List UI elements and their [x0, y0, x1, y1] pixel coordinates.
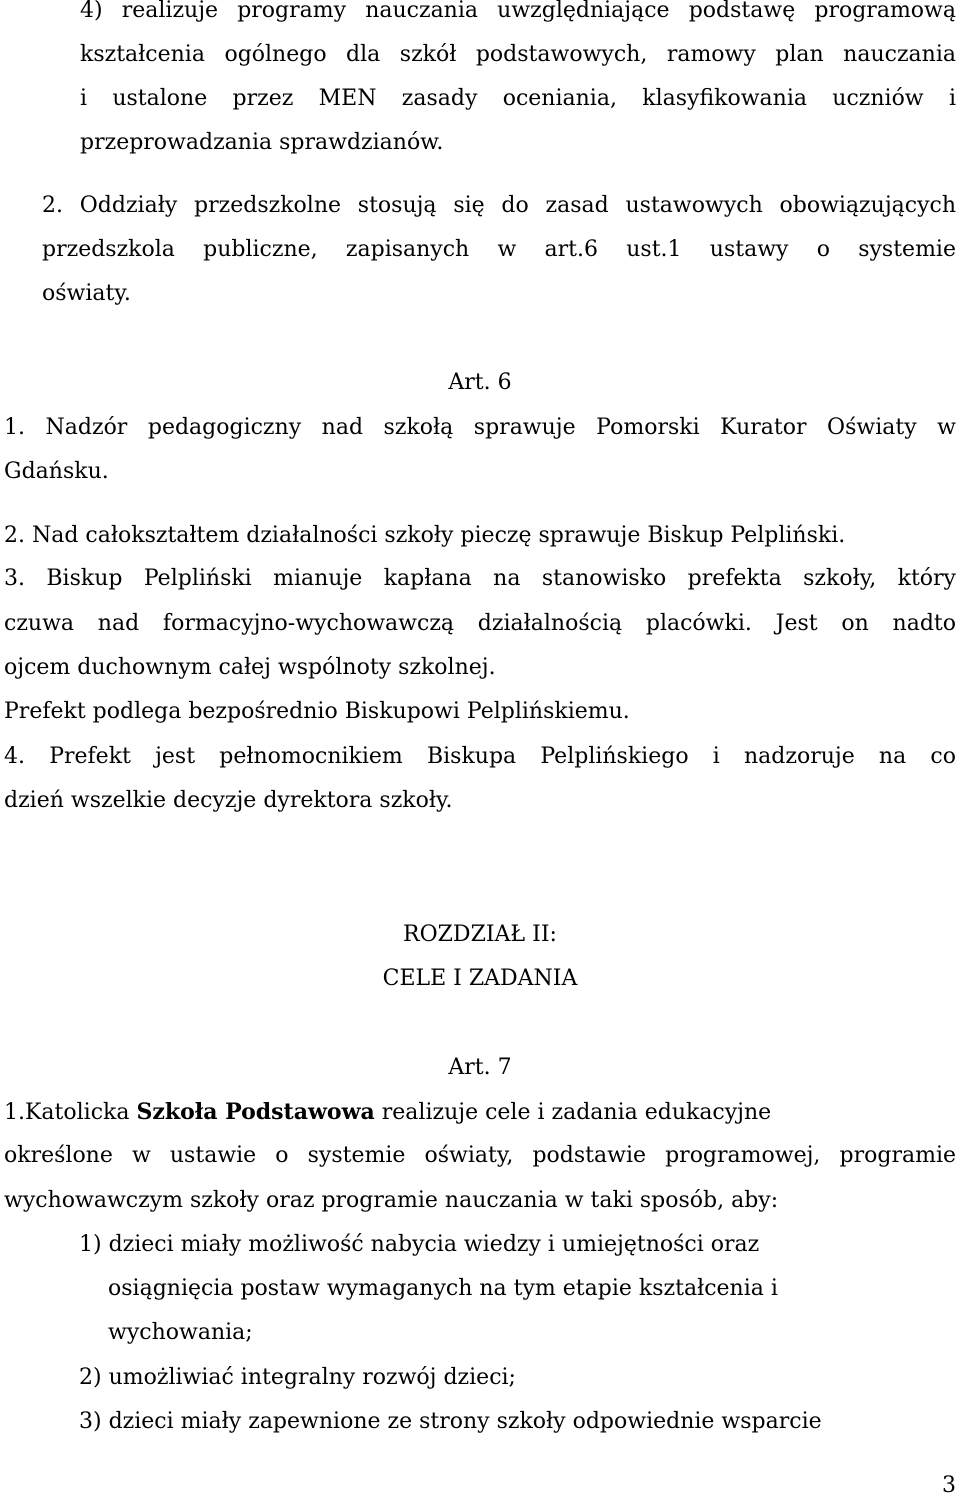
item4-line-2: kształcenia ogólnego dla szkół podstawowych, ramowy plan nauczania — [80, 42, 956, 67]
art6-p1-line-1: 1. Nadzór pedagogiczny nad szkołą sprawuje Pomorski Kurator Oświaty w — [4, 415, 956, 440]
item4-line-3: i ustalone przez MEN zasady oceniania, klasyfikowania uczniów i — [80, 86, 956, 111]
art6-p1-line-2: Gdańsku. — [4, 459, 109, 484]
art6-p2: 2. Nad całokształtem działalności szkoły pieczę sprawuje Biskup Pelpliński. — [4, 523, 846, 548]
art7-p1-line-3: wychowawczym szkoły oraz programie nauczania w taki sposób, aby: — [4, 1188, 779, 1213]
art7-list-item-1-line-1: 1) dzieci miały możliwość nabycia wiedzy i umiejętności oraz — [79, 1232, 760, 1257]
art6-p4-line-1: 4. Prefekt jest pełnomocnikiem Biskupa Pelplińskiego i nadzoruje na co — [4, 744, 956, 769]
art7-p1-line-2: określone w ustawie o systemie oświaty, podstawie programowej, programie — [4, 1143, 956, 1168]
art6-p4-line-2: dzień wszelkie decyzje dyrektora szkoły. — [4, 788, 453, 813]
art7-list-item-2: 2) umożliwiać integralny rozwój dzieci; — [79, 1365, 516, 1390]
art7-list-item-1-line-2: osiągnięcia postaw wymaganych na tym etapie kształcenia i — [108, 1276, 778, 1301]
art7-p1-line-1 — [4, 1098, 960, 1127]
art7-p1-bold: Szkoła Podstawowa — [136, 1099, 375, 1125]
art7-list-item-1-line-3: wychowania; — [108, 1320, 253, 1345]
art6-p3-line-1: 3. Biskup Pelpliński mianuje kapłana na stanowisko prefekta szkoły, który — [4, 566, 956, 591]
chapter-subtitle: CELE I ZADANIA — [382, 966, 578, 991]
item4-line-1: 4) realizuje programy nauczania uwzględniające podstawę programową — [80, 0, 956, 23]
item4-line-4: przeprowadzania sprawdzianów. — [80, 130, 444, 155]
art6-p3-line-4: Prefekt podlega bezpośrednio Biskupowi Pelplińskiemu. — [4, 699, 630, 724]
art6-p3-line-3: ojcem duchownym całej wspólnoty szkolnej. — [4, 655, 496, 680]
art7-list-item-3: 3) dzieci miały zapewnione ze strony szkoły odpowiednie wsparcie — [79, 1409, 822, 1434]
art6-p3-line-2: czuwa nad formacyjno-wychowawczą działalnością placówki. Jest on nadto — [4, 611, 956, 636]
art7-p1-pre: 1.Katolicka — [4, 1100, 137, 1125]
art7-p1-post: realizuje cele i zadania edukacyjne — [374, 1100, 772, 1125]
item2-line-1: 2. Oddziały przedszkolne stosują się do zasad ustawowych obowiązujących — [42, 193, 956, 218]
art7-heading: Art. 7 — [448, 1055, 512, 1080]
item2-line-3: oświaty. — [42, 281, 131, 306]
chapter-title: ROZDZIAŁ II: — [403, 922, 557, 947]
page-number: 3 — [942, 1473, 956, 1498]
art6-heading: Art. 6 — [448, 370, 512, 395]
item2-line-2: przedszkola publiczne, zapisanych w art.6 ust.1 ustawy o systemie — [42, 237, 956, 262]
